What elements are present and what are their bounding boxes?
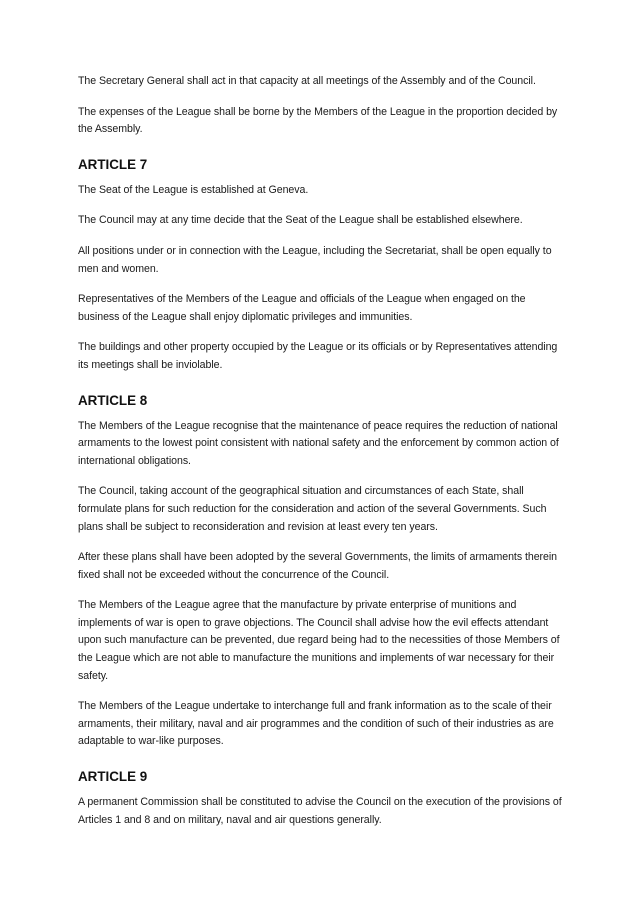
article-8-paragraph-3: After these plans shall have been adopted by the several Governments, the limits of armaments therein fixed shall not be exceeded without the concurrence of the Council. [78,551,557,581]
article-7-paragraph-2: The Council may at any time decide that the Seat of the League shall be established elsewhere. [78,214,523,227]
document-body [78,73,568,842]
intro-paragraph-2: The expenses of the League shall be borne by the Members of the League in the proportion decided by the Assembly. [78,105,558,136]
article-7-paragraph-3: All positions under or in connection with the League, including the Secretariat, shall be open equally to men and women. [78,244,552,275]
article-7-paragraph-1: The Seat of the League is established at Geneva. [78,183,309,196]
article-7-paragraph-5: The buildings and other property occupied by the League or its officials or by Representatives attending its meetings shall be inviolable. [78,341,558,371]
article-8-paragraph-2: The Council, taking account of the geographical situation and circumstances of each State, shall formulate plans for such reduction for the consideration and action of the several Governments. Such plans shall be subject to reconsideration and revision at least every ten years. [78,485,547,533]
article-8-paragraph-4: The Members of the League agree that the manufacture by private enterprise of munitions and implements of war is open to grave objections. The Council shall advise how the evil effects attendant upon such manufacture can be prevented, due regard being had to the necessities of those Members of the League which are not able to manufacture the munitions and implements of war necessary for their safety. [78,599,560,682]
article-7-paragraph-4: Representatives of the Members of the League and officials of the League when engaged on the business of the League shall enjoy diplomatic privileges and immunities. [78,293,526,323]
article-8-heading: ARTICLE 8 [78,392,148,408]
article-8-paragraph-1: The Members of the League recognise that the maintenance of peace requires the reduction of national armaments to the lowest point consistent with national safety and the enforcement by common action of international obligations. [78,419,559,467]
article-9-heading: ARTICLE 9 [78,769,148,785]
article-7-heading: ARTICLE 7 [78,156,148,172]
article-8-paragraph-5: The Members of the League undertake to interchange full and frank information as to the scale of their armaments, their military, naval and air programmes and the condition of such of their industries as are adaptable to war-like purposes. [78,700,554,748]
article-9-paragraph-1: A permanent Commission shall be constituted to advise the Council on the execution of the provisions of Articles 1 and 8 and on military, naval and air questions generally. [78,796,562,826]
intro-paragraph-1: The Secretary General shall act in that capacity at all meetings of the Assembly and of the Council. [78,75,536,87]
